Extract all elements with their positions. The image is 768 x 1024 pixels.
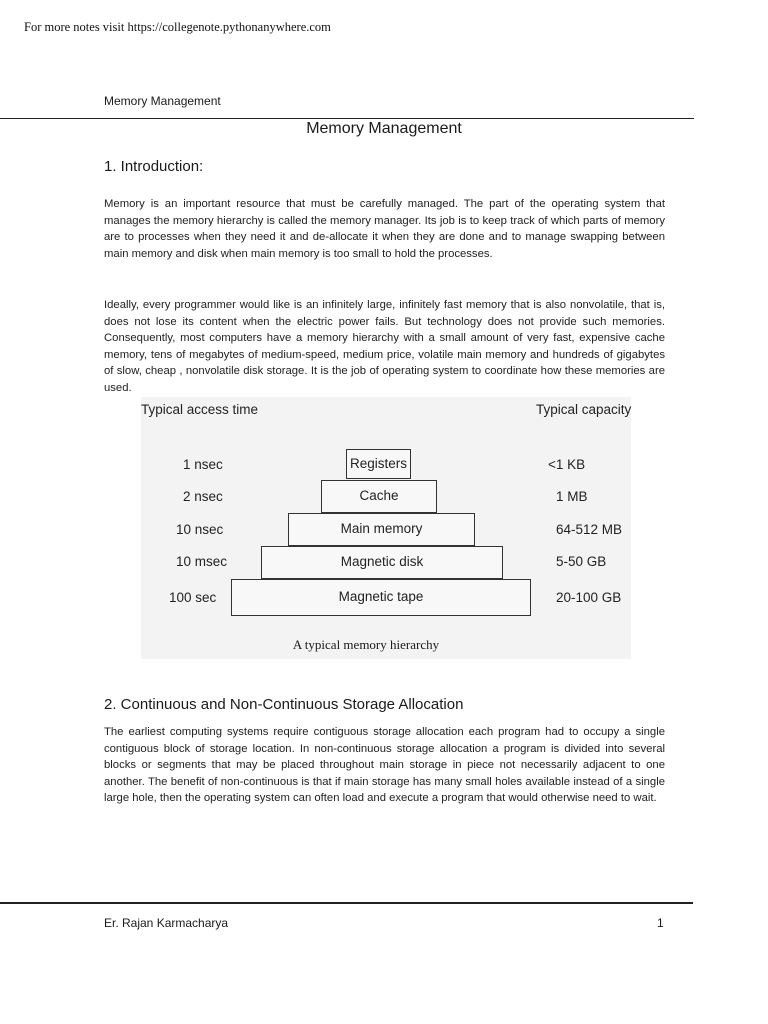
header-divider	[0, 118, 694, 119]
capacity-label: 1 MB	[556, 489, 588, 504]
access-time-label: 10 nsec	[176, 522, 224, 537]
section-heading-storage-allocation: 2. Continuous and Non-Continuous Storage Allocation	[104, 696, 464, 713]
footer-author: Er. Rajan Karmacharya	[104, 916, 229, 930]
paragraph: The earliest computing systems require contiguous storage allocation each program had to occupy a single contiguous block of storage location. In non-continuous storage allocation a program is divided into several blocks or segments that may be placed throughout main storage in piece not necessarily adjacent to one another. The benefit of non-continuous is that if main storage has many small holes available instead of a single large hole, then the operating system can often load and execute a program that would otherwise need to wait.	[104, 726, 665, 805]
capacity-label: 64-512 MB	[556, 522, 623, 537]
section-heading-introduction: 1. Introduction:	[104, 158, 204, 175]
top-note: For more notes visit https://collegenote.pythonanywhere.com	[24, 20, 331, 34]
capacity-label: 5-50 GB	[556, 554, 607, 569]
access-time-label: 10 msec	[176, 554, 228, 569]
paragraph: Memory is an important resource that must be carefully managed. The part of the operating system that manages the memory hierarchy is called the memory manager. Its job is to keep track of which parts of memory are to processes when they need it and de-allocate it when they are done and to manage swapping between main memory and disk when main memory is too small to hold the processes.	[104, 198, 665, 260]
capacity-header: Typical capacity	[536, 402, 632, 417]
access-time-label: 1 nsec	[183, 457, 223, 472]
running-header: Memory Management	[104, 94, 221, 108]
figure-caption: A typical memory hierarchy	[292, 637, 440, 652]
access-time-header: Typical access time	[141, 402, 259, 417]
capacity-label: 20-100 GB	[556, 590, 622, 605]
hierarchy-level-box: Magnetic tape	[231, 579, 531, 616]
paragraph: Ideally, every programmer would like is an infinitely large, infinitely fast memory that is also nonvolatile, that is, does not lose its content when the electric power fails. But technology does not provide such memories. Consequently, most computers have a memory hierarchy with a small amount of very fast, expensive cache memory, tens of megabytes of medium-speed, medium price, volatile main memory and hundreds of gigabytes of slow, cheap , nonvolatile disk storage. It is the job of operating system to coordinate how these memories are used.	[104, 299, 665, 394]
access-time-label: 100 sec	[169, 590, 217, 605]
hierarchy-level-box: Cache	[321, 480, 437, 513]
hierarchy-level-box: Registers	[346, 449, 411, 479]
footer-divider	[0, 902, 693, 904]
memory-hierarchy-figure	[141, 397, 631, 659]
page-number: 1	[657, 916, 664, 930]
access-time-label: 2 nsec	[183, 489, 223, 504]
hierarchy-level-box: Main memory	[288, 513, 475, 546]
hierarchy-level-box: Magnetic disk	[261, 546, 503, 579]
capacity-label: <1 KB	[548, 457, 586, 472]
page-title: Memory Management	[306, 120, 462, 137]
